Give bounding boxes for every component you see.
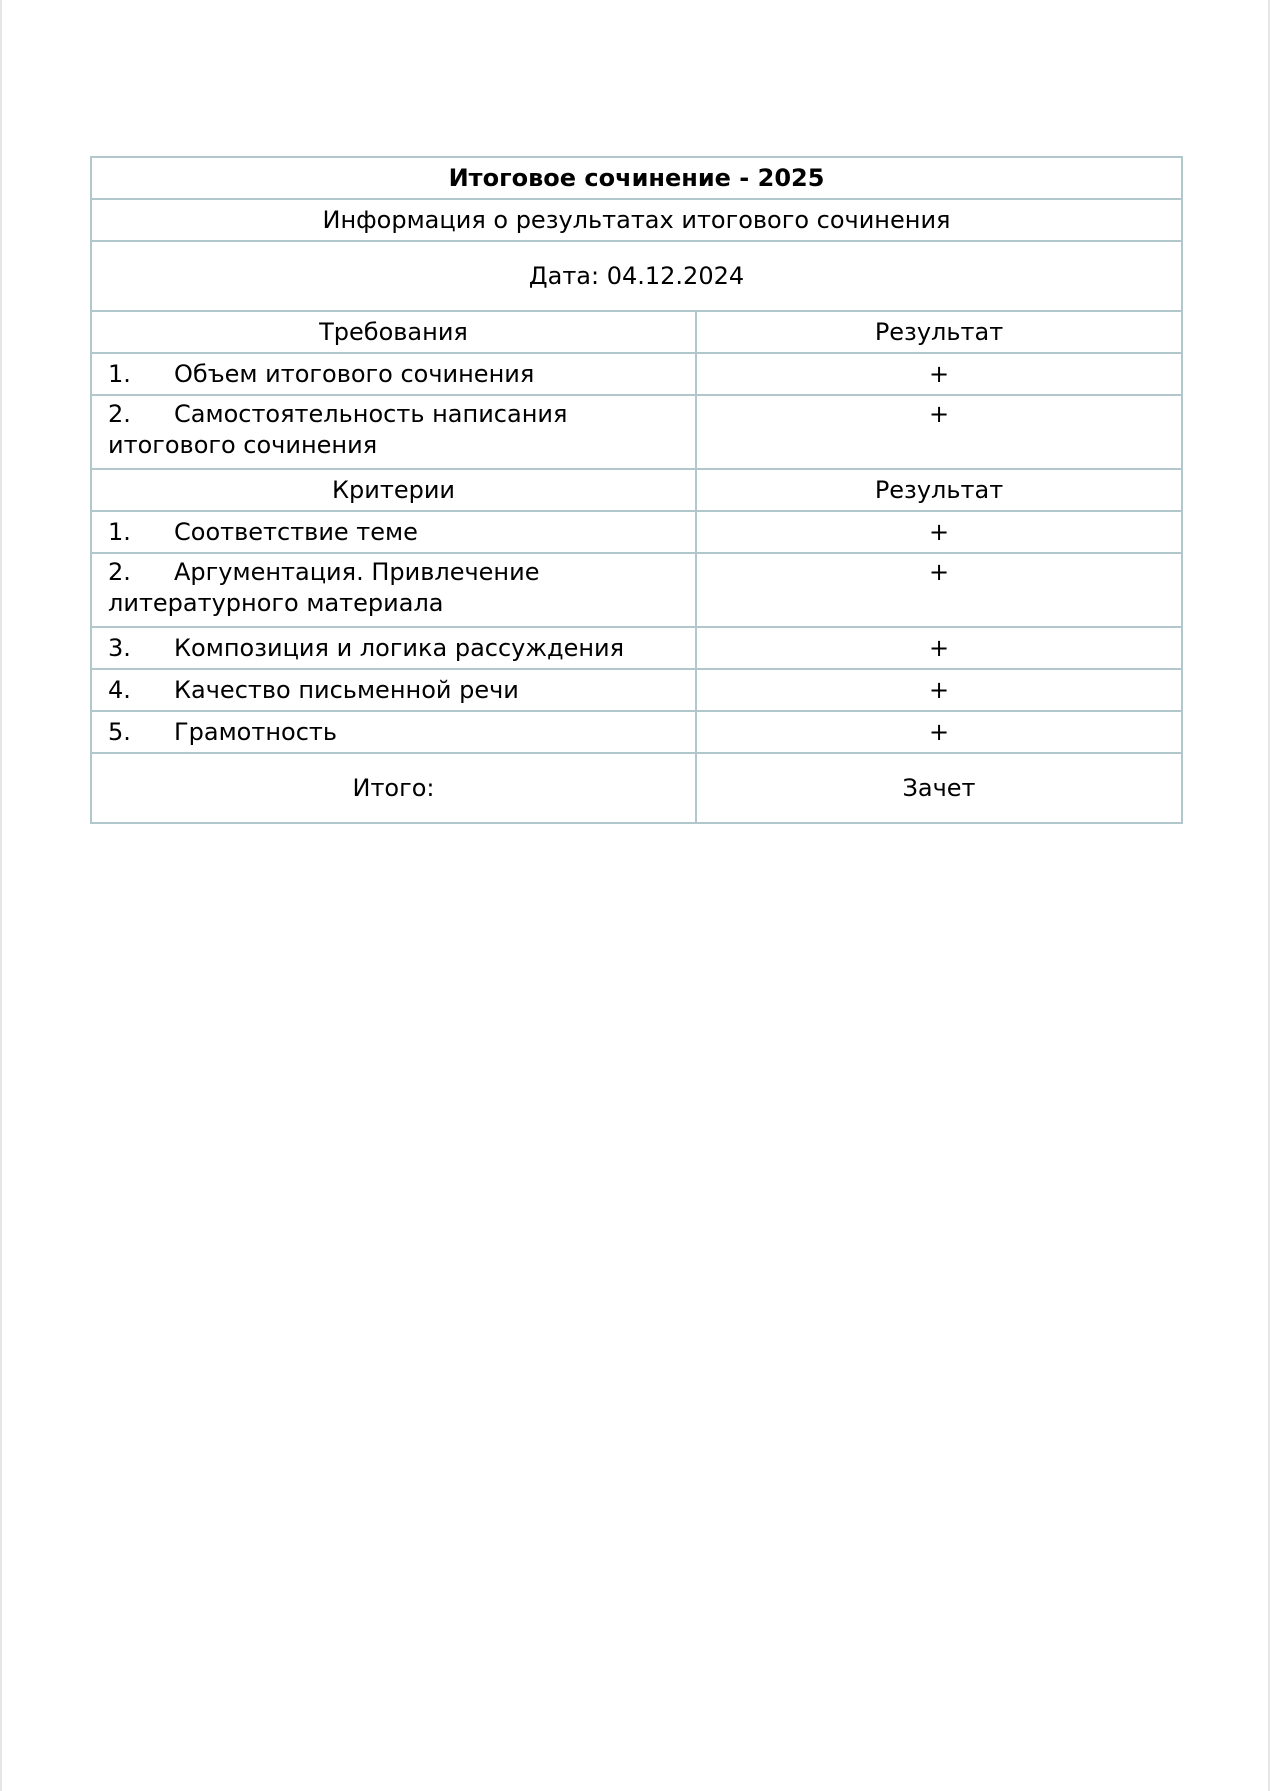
criterion-label-cell: [91, 511, 696, 553]
requirement-label: Объем итогового сочинения: [174, 359, 535, 388]
criterion-label-cell: [91, 669, 696, 711]
criterion-label: Аргументация. Привлечение литературного материала: [108, 558, 540, 617]
criteria-result-header: Результат: [696, 469, 1182, 511]
requirement-label-cell: [91, 353, 696, 395]
criterion-row: [91, 627, 1182, 669]
criterion-number: 5.: [108, 717, 131, 746]
criteria-header-row: [91, 469, 1182, 511]
criterion-label: Качество письменной речи: [174, 675, 519, 704]
criterion-number: 4.: [108, 675, 131, 704]
requirement-number: 2.: [108, 400, 131, 428]
criterion-label: Грамотность: [174, 717, 338, 746]
criterion-label: Соответствие теме: [174, 517, 418, 546]
results-table: [90, 156, 1183, 824]
criterion-number: 2.: [108, 558, 131, 586]
requirements-header: Требования: [91, 311, 696, 353]
document-subtitle: Информация о результатах итогового сочинения: [91, 199, 1182, 241]
date-row: [91, 241, 1182, 311]
criterion-result: +: [696, 669, 1182, 711]
requirements-result-header: Результат: [696, 311, 1182, 353]
criterion-label-cell: [91, 627, 696, 669]
requirement-result: +: [696, 395, 1182, 469]
requirement-result: +: [696, 353, 1182, 395]
requirement-label: Самостоятельность написания итогового сочинения: [108, 400, 568, 459]
criterion-row: [91, 669, 1182, 711]
criteria-header: Критерии: [91, 469, 696, 511]
criterion-label: Композиция и логика рассуждения: [174, 633, 625, 662]
requirement-row: [91, 353, 1182, 395]
requirement-row: [91, 395, 1182, 469]
requirement-label-cell: [91, 395, 696, 469]
subtitle-row: [91, 199, 1182, 241]
criterion-number: 3.: [108, 633, 131, 662]
document-date: Дата: 04.12.2024: [91, 241, 1182, 311]
requirement-number: 1.: [108, 359, 131, 388]
criterion-row: [91, 511, 1182, 553]
criterion-result: +: [696, 711, 1182, 753]
criterion-result: +: [696, 553, 1182, 627]
total-row: [91, 753, 1182, 823]
requirements-header-row: [91, 311, 1182, 353]
criterion-row: [91, 711, 1182, 753]
criterion-label-cell: [91, 553, 696, 627]
criterion-label-cell: [91, 711, 696, 753]
criterion-result: +: [696, 511, 1182, 553]
total-label: Итого:: [91, 753, 696, 823]
document-title: Итоговое сочинение - 2025: [91, 157, 1182, 199]
criterion-result: +: [696, 627, 1182, 669]
criterion-row: [91, 553, 1182, 627]
title-row: [91, 157, 1182, 199]
criterion-number: 1.: [108, 517, 131, 546]
total-value: Зачет: [696, 753, 1182, 823]
